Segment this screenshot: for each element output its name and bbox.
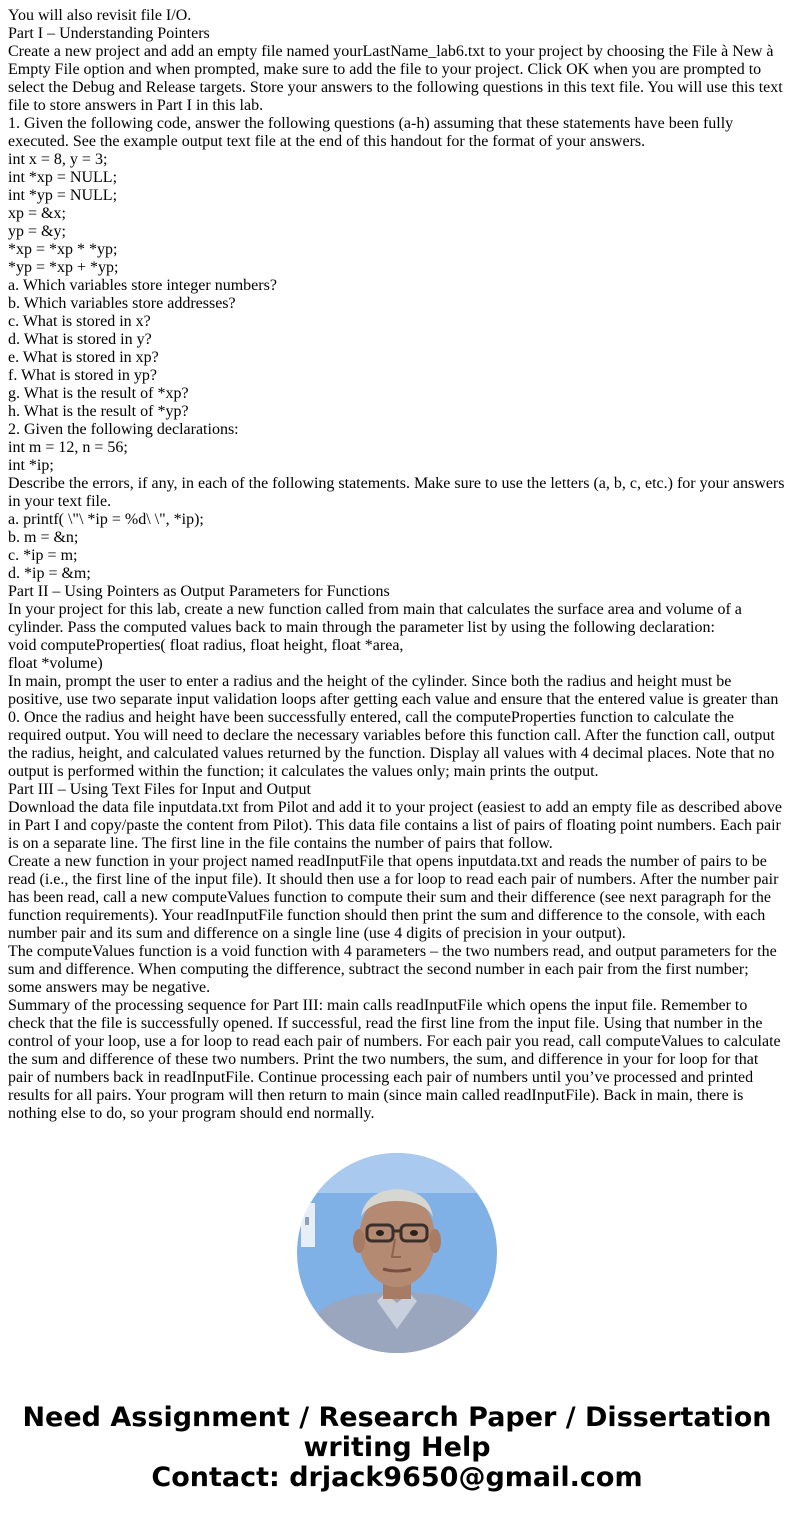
paragraph: Describe the errors, if any, in each of the following statements. Make sure to use the letters (a, b, c, etc.) for your answers in your text file. [8,475,789,510]
section-heading-part-1: Part I – Understanding Pointers [8,25,210,42]
sub-question: a. Which variables store integer numbers? [8,277,277,294]
sub-question: e. What is stored in xp? [8,349,159,366]
footer-contact-banner [0,1403,794,1493]
sub-question: d. *ip = &m; [8,565,91,582]
section-heading-part-2: Part II – Using Pointers as Output Parameters for Functions [8,583,390,600]
code-line: yp = &y; [8,223,66,240]
paragraph: Summary of the processing sequence for Part III: main calls readInputFile which opens the input file. Remember to check that the file is successfully opened. If successful, read the first line from the input file. Using that number in the control of your loop, use a for loop to read each pair of numbers. For each pair you read, call computeValues to calculate the sum and difference of these two numbers. Print the two numbers, the sum, and difference in your for loop for that pair of numbers back in readInputFile. Continue processing each pair of numbers until you’ve processed and printed results for all pairs. Your program will then return to main (since main called readInputFile). Back in main, there is nothing else to do, so your program should end normally. [8,997,785,1122]
sub-question: b. m = &n; [8,529,79,546]
question-2: 2. Given the following declarations: [8,421,239,438]
author-photo [297,1153,497,1353]
sub-question: g. What is the result of *xp? [8,385,189,402]
paragraph: Create a new project and add an empty file named yourLastName_lab6.txt to your project by choosing the File à New à Empty File option and when prompted, make sure to add the file to your project. Click OK when you are prompted to select the Debug and Release targets. Store your answers to the following questions in this text file. You will use this text file to store answers in Part I in this lab. [8,43,787,114]
text-line: You will also revisit file I/O. [8,7,192,24]
sub-question: a. printf( \"\ *ip = %d\ \", *ip); [8,511,204,528]
code-line: int x = 8, y = 3; [8,151,108,168]
paragraph: The computeValues function is a void function with 4 parameters – the two numbers read, and output parameters for the sum and difference. When computing the difference, subtract the second number in each pair from the first number; some answers may be negative. [8,943,781,996]
footer-line-1: Need Assignment / Research Paper / Dissertation [22,1402,772,1433]
sub-question: c. *ip = m; [8,547,78,564]
question-1: 1. Given the following code, answer the following questions (a-h) assuming that these statements have been fully executed. See the example output text file at the end of this handout for the format of your answers. [8,115,738,150]
paragraph: In main, prompt the user to enter a radius and the height of the cylinder. Since both the radius and height must be positive, use two separate input validation loops after getting each value and ensure that the entered value is greater than 0. Once the radius and height have been successfully entered, call the computeProperties function to calculate the required output. You will need to declare the necessary variables before this function call. After the function call, output the radius, height, and calculated values returned by the function. Display all values with 4 decimal places. Note that no output is performed within the function; it calculates the values only; main prints the output. [8,673,783,780]
code-line: *xp = *xp * *yp; [8,241,118,258]
sub-question: d. What is stored in y? [8,331,152,348]
person-portrait-icon [297,1153,497,1353]
sub-question: h. What is the result of *yp? [8,403,189,420]
footer-contact-line: Contact: drjack9650@gmail.com [151,1462,643,1493]
code-line: float *volume) [8,655,103,672]
sub-question: f. What is stored in yp? [8,367,158,384]
paragraph: In your project for this lab, create a new function called from main that calculates the surface area and volume of a cylinder. Pass the computed values back to main through the parameter list by using the following declaration: [8,601,746,636]
code-line: int *xp = NULL; [8,169,118,186]
code-line: void computeProperties( float radius, float height, float *area, [8,637,404,654]
document-body [8,7,789,1123]
code-line: xp = &x; [8,205,66,222]
code-line: int *yp = NULL; [8,187,118,204]
paragraph: Download the data file inputdata.txt from Pilot and add it to your project (easiest to add an empty file as described above in Part I and copy/paste the content from Pilot). This data file contains a list of pairs of floating point numbers. Each pair is on a separate line. The first line in the file contains the number of pairs that follow. [8,799,786,852]
footer-line-2: writing Help [303,1432,491,1463]
code-line: *yp = *xp + *yp; [8,259,119,276]
section-heading-part-3: Part III – Using Text Files for Input and Output [8,781,311,798]
sub-question: c. What is stored in x? [8,313,151,330]
code-line: int *ip; [8,457,54,474]
paragraph: Create a new function in your project named readInputFile that opens inputdata.txt and reads the number of pairs to be read (i.e., the first line of the input file). It should then use a for loop to read each pair of numbers. After the number pair has been read, call a new computeValues function to compute their sum and their difference (see next paragraph for the function requirements). Your readInputFile function should then print the sum and difference to the console, with each number pair and its sum and difference on a single line (use 4 digits of precision in your output). [8,853,783,942]
code-line: int m = 12, n = 56; [8,439,128,456]
sub-question: b. Which variables store addresses? [8,295,236,312]
